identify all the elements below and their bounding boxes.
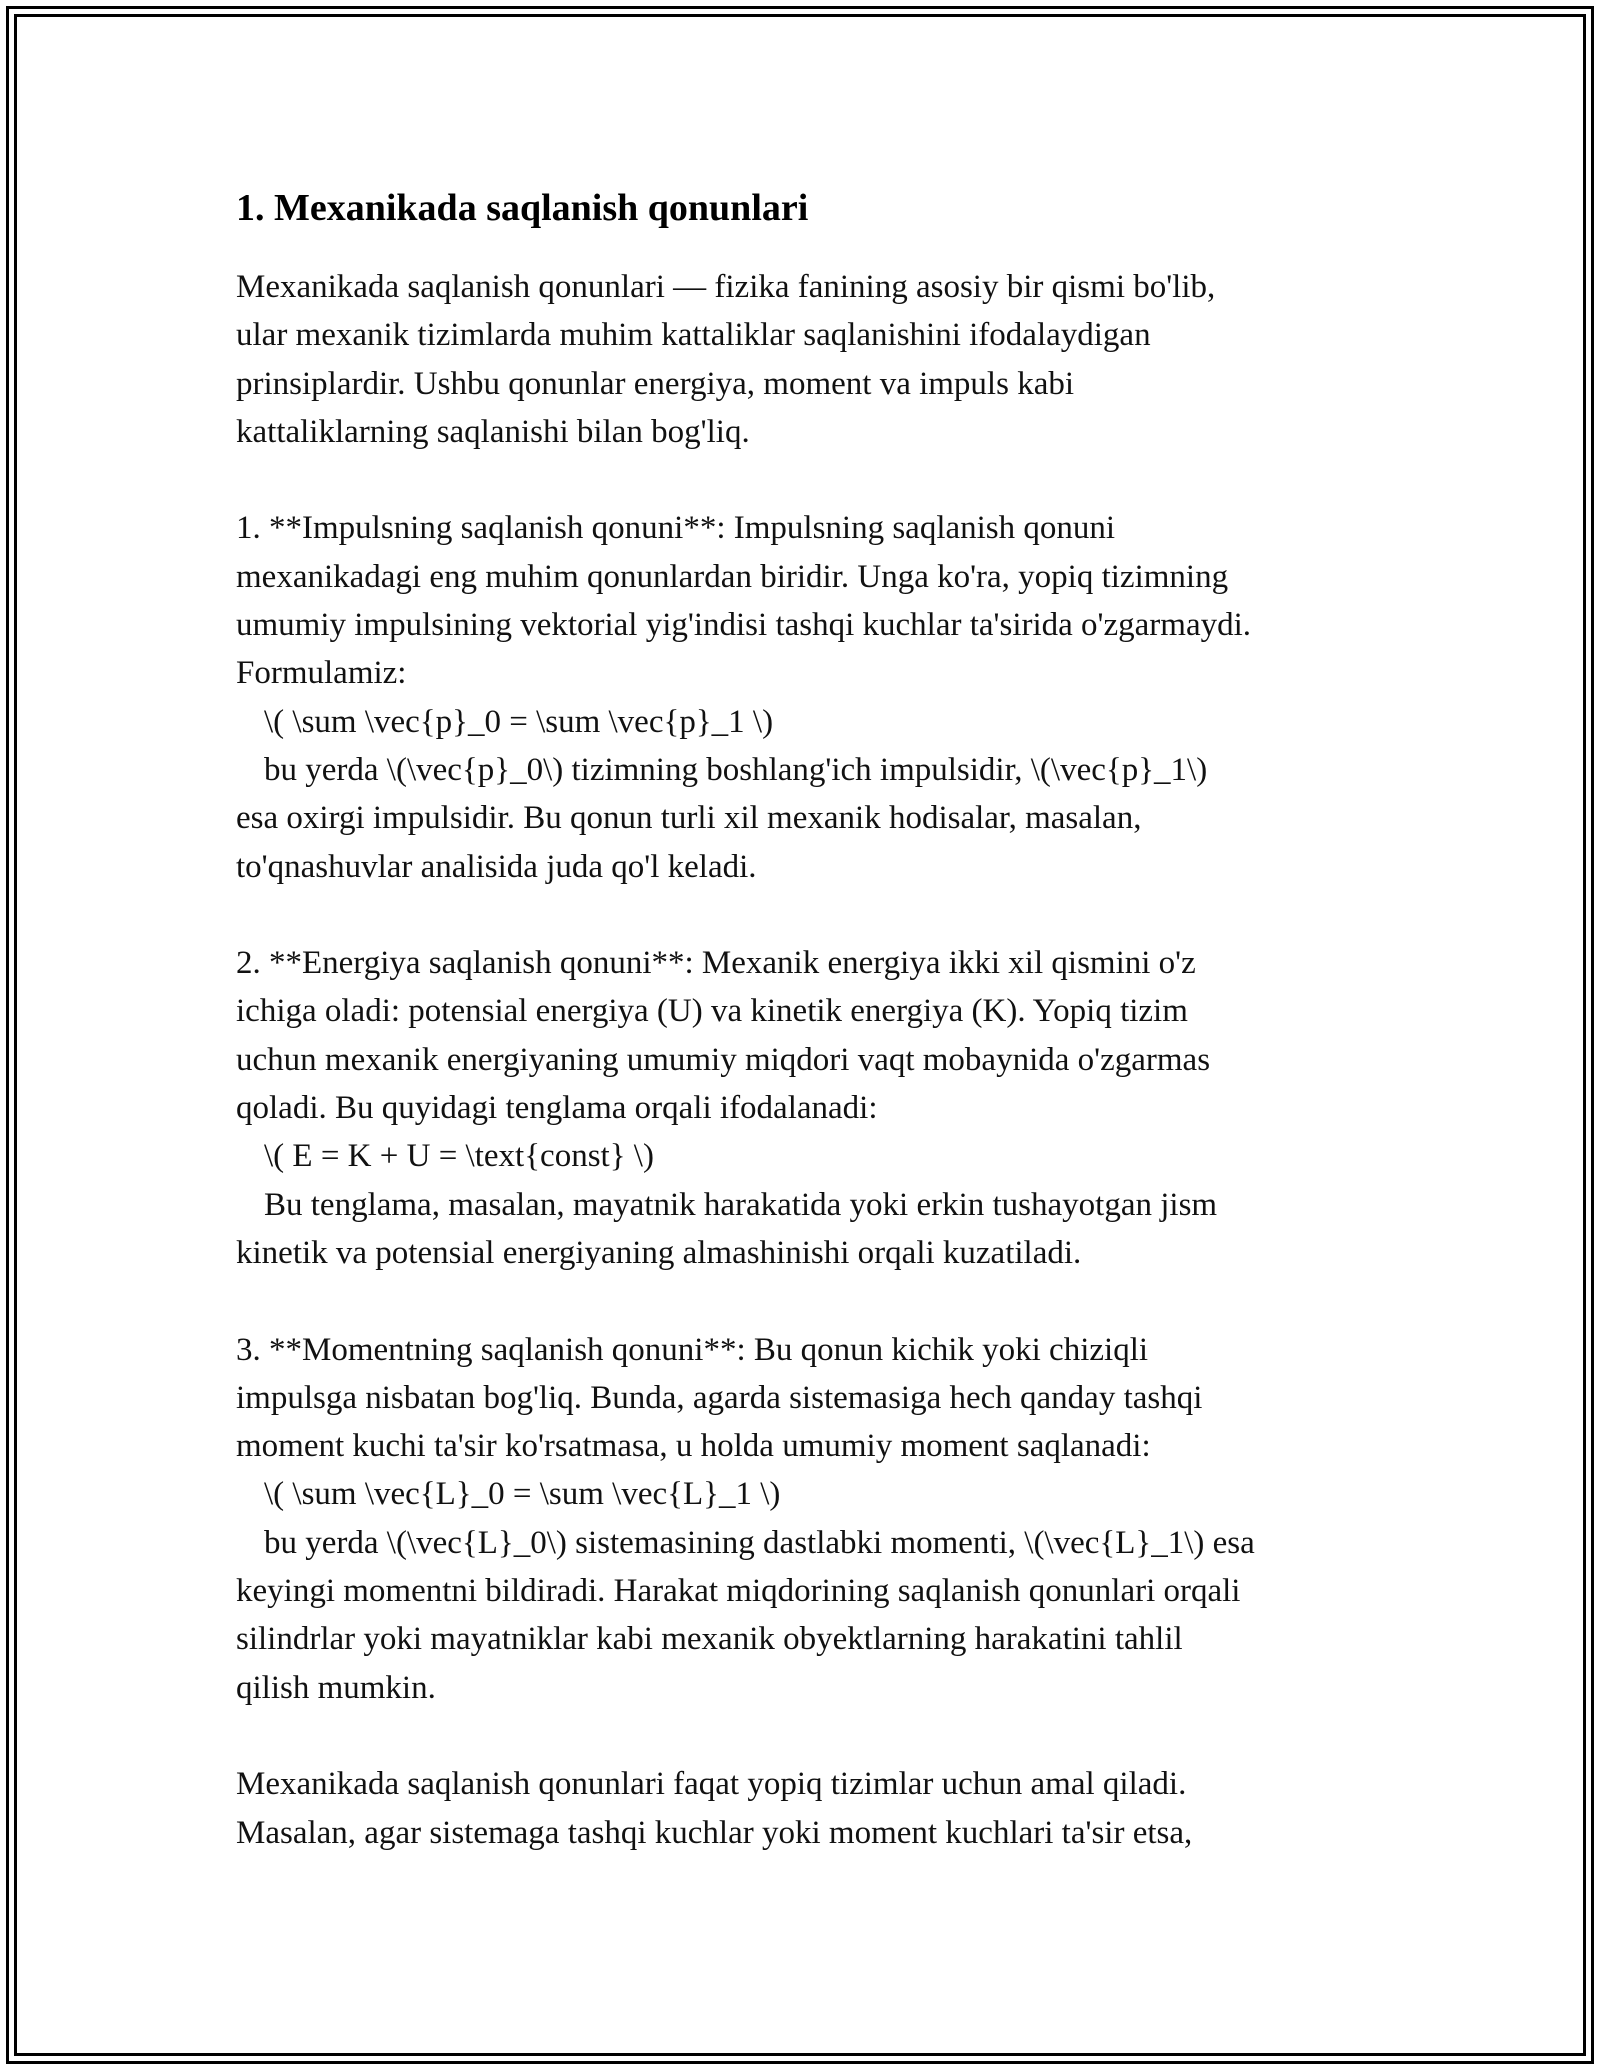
item1-line: 1. **Impulsning saqlanish qonuni**: Impulsning saqlanish qonuni bbox=[236, 510, 1116, 547]
item1-line: to'qnashuvlar analisida juda qo'l keladi. bbox=[236, 848, 757, 885]
item1-line: mexanikadagi eng muhim qonunlardan biridir. Unga ko'ra, yopiq tizimning bbox=[236, 558, 1229, 595]
item2-line: Bu tenglama, masalan, mayatnik harakatida yoki erkin tushayotgan jism bbox=[264, 1186, 1218, 1223]
item3-line: bu yerda \(\vec{L}_0\) sistemasining dastlabki momenti, \(\vec{L}_1\) esa bbox=[264, 1524, 1255, 1561]
item3-line: 3. **Momentning saqlanish qonuni**: Bu qonun kichik yoki chiziqli bbox=[236, 1331, 1149, 1368]
item1-line: Formulamiz: bbox=[236, 655, 407, 692]
document-body bbox=[236, 263, 1386, 1857]
item1-line: bu yerda \(\vec{p}_0\) tizimning boshlang'ich impulsidir, \(\vec{p}_1\) bbox=[264, 751, 1208, 788]
item3-line: qilish mumkin. bbox=[236, 1669, 436, 1706]
item2-line: ichiga oladi: potensial energiya (U) va kinetik energiya (K). Yopiq tizim bbox=[236, 993, 1188, 1030]
item1-formula: \( \sum \vec{p}_0 = \sum \vec{p}_1 \) bbox=[264, 703, 774, 740]
item1-line: esa oxirgi impulsidir. Bu qonun turli xil mexanik hodisalar, masalan, bbox=[236, 800, 1142, 837]
item2-line: uchun mexanik energiyaning umumiy miqdori vaqt mobaynida o'zgarmas bbox=[236, 1041, 1211, 1078]
item3-line: silindrlar yoki mayatniklar kabi mexanik obyektlarning harakatini tahlil bbox=[236, 1621, 1183, 1658]
closing-line: Mexanikada saqlanish qonunlari faqat yopiq tizimlar uchun amal qiladi. bbox=[236, 1766, 1187, 1803]
item2-line: 2. **Energiya saqlanish qonuni**: Mexanik energiya ikki xil qismini o'z bbox=[236, 945, 1196, 982]
item3-line: impulsga nisbatan bog'liq. Bunda, agarda sistemasiga hech qanday tashqi bbox=[236, 1379, 1203, 1416]
intro-line: ular mexanik tizimlarda muhim kattaliklar saqlanishini ifodalaydigan bbox=[236, 317, 1151, 354]
intro-line: prinsiplardir. Ushbu qonunlar energiya, moment va impuls kabi bbox=[236, 365, 1075, 402]
item3-line: moment kuchi ta'sir ko'rsatmasa, u holda umumiy moment saqlanadi: bbox=[236, 1428, 1151, 1465]
item3-formula: \( \sum \vec{L}_0 = \sum \vec{L}_1 \) bbox=[264, 1476, 781, 1513]
intro-line: Mexanikada saqlanish qonunlari — fizika fanining asosiy bir qismi bo'lib, bbox=[236, 269, 1216, 305]
closing-line: Masalan, agar sistemaga tashqi kuchlar yoki moment kuchlari ta'sir etsa, bbox=[236, 1814, 1193, 1851]
item2-line: qoladi. Bu quyidagi tenglama orqali ifodalanadi: bbox=[236, 1090, 878, 1127]
item2-line: kinetik va potensial energiyaning almashinishi orqali kuzatiladi. bbox=[236, 1234, 1082, 1271]
item1-line: umumiy impulsining vektorial yig'indisi tashqi kuchlar ta'sirida o'zgarmaydi. bbox=[236, 607, 1252, 644]
item3-line: keyingi momentni bildiradi. Harakat miqdorining saqlanish qonunlari orqali bbox=[236, 1573, 1241, 1610]
document-title: 1. Mexanikada saqlanish qonunlari bbox=[236, 187, 809, 229]
intro-line: kattaliklarning saqlanishi bilan bog'liq. bbox=[236, 413, 750, 450]
document-content bbox=[236, 185, 1386, 1857]
item2-formula: \( E = K + U = \text{const} \) bbox=[264, 1138, 654, 1175]
